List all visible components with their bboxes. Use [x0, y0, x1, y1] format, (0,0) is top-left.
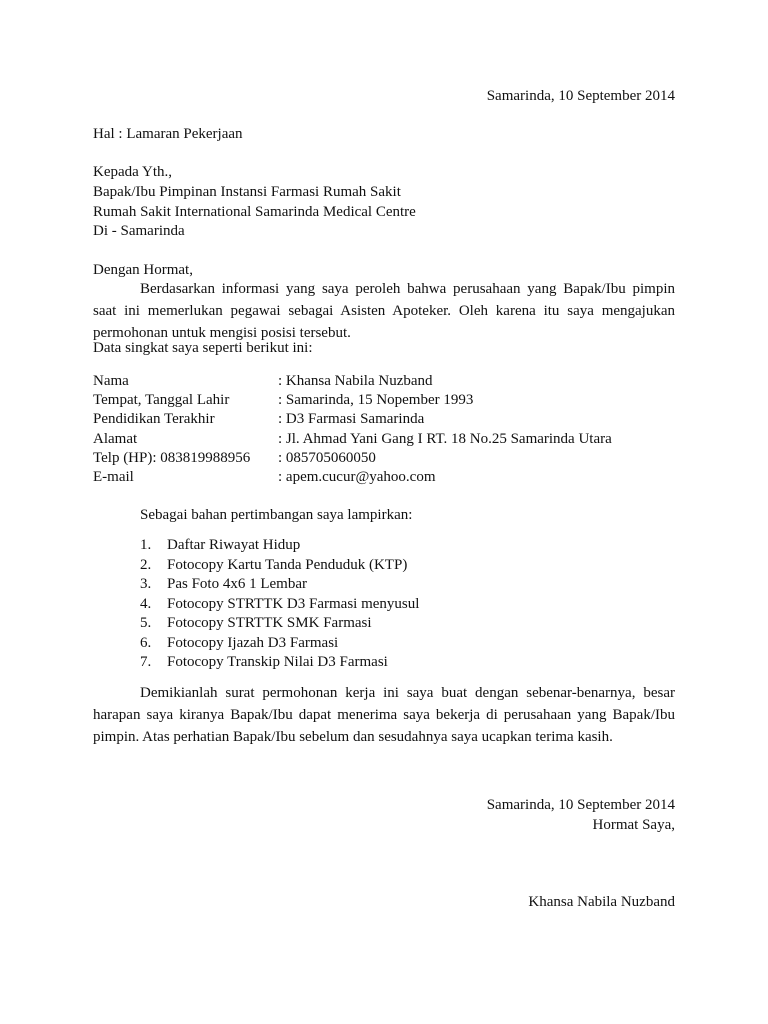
data-label: Pendidikan Terakhir [93, 411, 215, 428]
list-item-text: Fotocopy STRTTK SMK Farmasi [167, 615, 372, 631]
data-label: Alamat [93, 430, 138, 447]
data-label: Telp (HP): 083819988956 [93, 449, 251, 466]
data-value: : apem.cucur@yahoo.com [278, 468, 436, 485]
intro-line-1: Berdasarkan informasi yang saya peroleh bahwa perusahaan yang Bapak/Ibu pimpin [140, 281, 675, 297]
list-item-text: Pas Foto 4x6 1 Lembar [167, 576, 307, 592]
recipient-line-2: Bapak/Ibu Pimpinan Instansi Farmasi Rumah Sakit [93, 184, 401, 200]
greeting: Dengan Hormat, [93, 262, 193, 278]
intro-line-3: permohonan untuk mengisi posisi tersebut. [93, 325, 351, 341]
list-item-text: Fotocopy Ijazah D3 Farmasi [167, 634, 339, 651]
list-item-number: 2. [140, 556, 152, 573]
recipient-line-3: Rumah Sakit International Samarinda Medical Centre [93, 204, 416, 220]
letter-date-top: Samarinda, 10 September 2014 [486, 88, 675, 104]
closing-paragraph [93, 682, 675, 748]
intro-paragraph [93, 278, 675, 344]
recipient-line-1: Kepada Yth., [93, 164, 172, 180]
data-label: E-mail [93, 468, 134, 485]
intro-line-2: saat ini memerlukan pegawai sebagai Asisten Apoteker. Oleh karena itu saya mengajukan [93, 303, 675, 319]
list-item-number: 6. [140, 634, 152, 651]
closing-line-3: pimpin. Atas perhatian Bapak/Ibu sebelum dan sesudahnya saya ucapkan terima kasih. [93, 729, 613, 745]
letter-date-bottom: Samarinda, 10 September 2014 [486, 797, 675, 813]
list-item-number: 1. [140, 537, 152, 553]
data-label: Nama [93, 373, 129, 389]
recipient-line-4: Di - Samarinda [93, 223, 185, 239]
closing-line-1: Demikianlah surat permohonan kerja ini saya buat dengan sebenar-benarnya, besar [140, 685, 675, 701]
list-item-text: Fotocopy Kartu Tanda Penduduk (KTP) [167, 556, 408, 573]
attachments-intro: Sebagai bahan pertimbangan saya lampirkan: [140, 507, 413, 523]
data-label: Tempat, Tanggal Lahir [93, 392, 230, 409]
list-item-number: 3. [140, 576, 152, 592]
list-item-number: 7. [140, 654, 152, 670]
data-value: : Khansa Nabila Nuzband [278, 373, 433, 389]
data-value: : D3 Farmasi Samarinda [278, 411, 425, 428]
list-item-text: Fotocopy Transkip Nilai D3 Farmasi [167, 654, 388, 670]
letter-subject: Hal : Lamaran Pekerjaan [93, 126, 243, 142]
list-item-number: 5. [140, 615, 152, 631]
data-value: : Samarinda, 15 Nopember 1993 [278, 392, 474, 409]
data-value: : Jl. Ahmad Yani Gang I RT. 18 No.25 Samarinda Utara [278, 430, 612, 447]
regards: Hormat Saya, [592, 817, 675, 833]
list-item-number: 4. [140, 595, 152, 612]
data-intro: Data singkat saya seperti berikut ini: [93, 340, 313, 356]
list-item-text: Daftar Riwayat Hidup [167, 537, 301, 553]
list-item-text: Fotocopy STRTTK D3 Farmasi menyusul [167, 595, 420, 612]
signature-name: Khansa Nabila Nuzband [528, 894, 675, 910]
closing-line-2: harapan saya kiranya Bapak/Ibu dapat menerima saya bekerja di perusahaan yang Bapak/Ibu [93, 707, 675, 723]
data-value: : 085705060050 [278, 449, 376, 466]
